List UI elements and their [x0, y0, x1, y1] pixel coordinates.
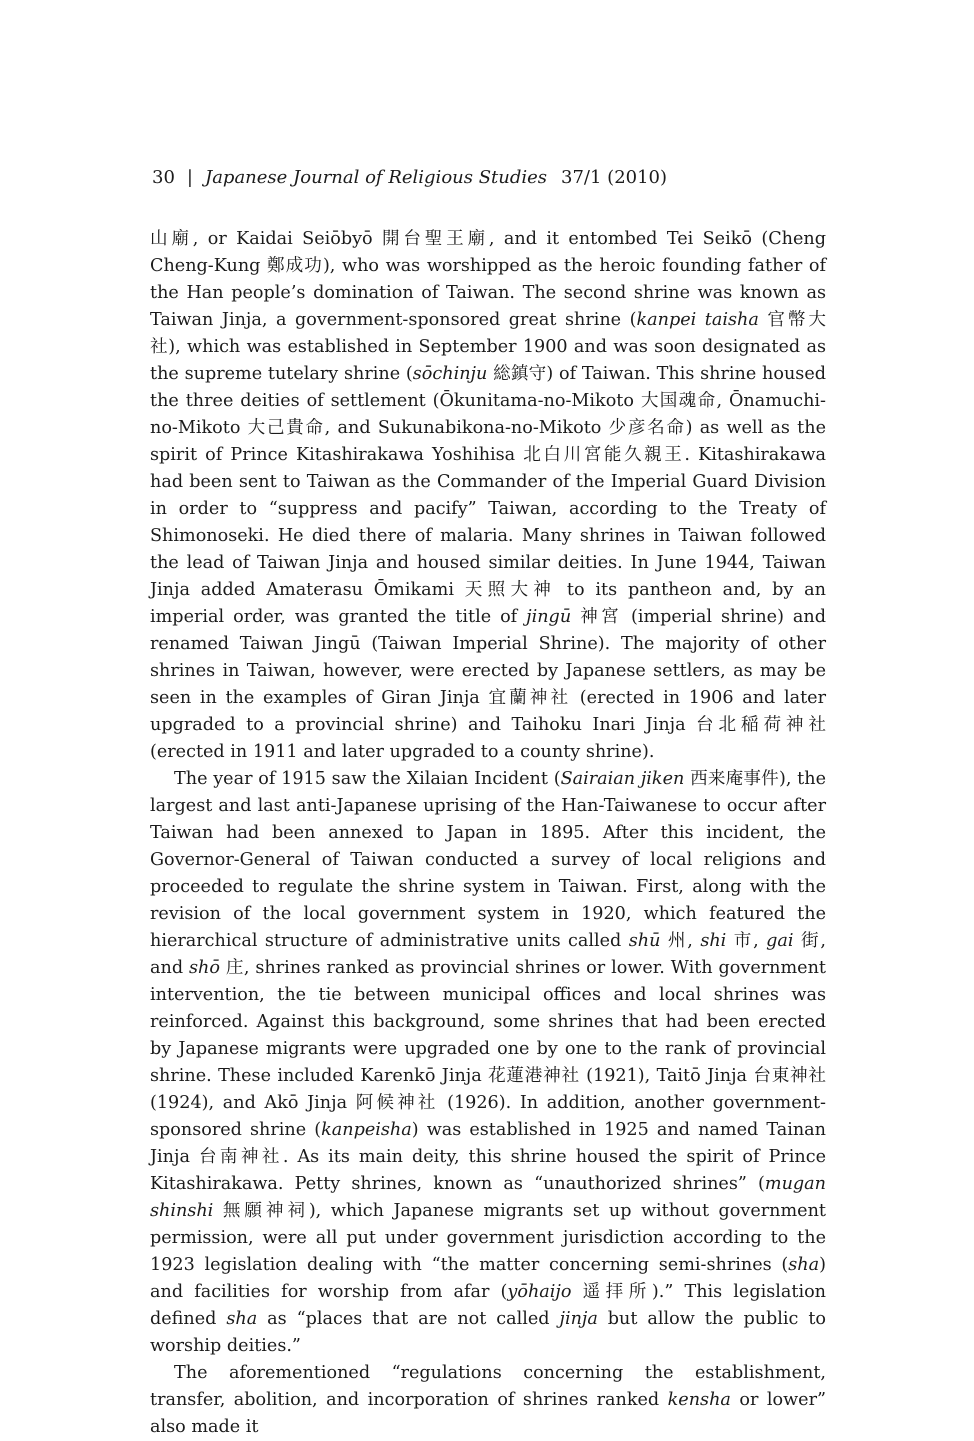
italic-term: shō: [189, 958, 220, 978]
paragraph: [150, 226, 826, 766]
italic-term: kanpeisha: [321, 1120, 412, 1140]
text-run: 神宮 (imperial shrine) and renamed Taiwan Jingū (Taiwan Imperial Shrine). The majority of other shrines in Taiwan, however, were erected by Japanese settlers, as may be seen in the examples of Giran Jinja 宜蘭神社 (erected in 1906 and later upgraded to a provincial shrine) and Taihoku Inari Jinja 台北稲荷神社 (erected in 1911 and later upgraded to a county shrine).: [150, 607, 826, 762]
page-number: 30: [152, 167, 175, 188]
italic-term: gai: [766, 931, 794, 951]
text-run: 州,: [660, 931, 701, 951]
italic-term: jinja: [559, 1309, 598, 1329]
text-run: 遥拝所).” This legislation defined: [150, 1282, 826, 1329]
text-run: 山廟, or Kaidai Seiōbyō 開台聖王廟, and it entombed Tei Seikō (Cheng Cheng-Kung 鄭成功), who was worshipped as the heroic founding father of the Han people’s domination of Taiwan. The second shrine was known as Taiwan Jinja, a government-sponsored great shrine (: [150, 229, 826, 330]
italic-term: kensha: [667, 1390, 731, 1410]
text-run: as “places that are not called: [257, 1309, 560, 1329]
running-head: [152, 166, 832, 190]
text-run: 庄, shrines ranked as provincial shrines or lower. With government intervention, the tie between municipal offices and local shrines was reinforced. Against this background, some shrines that had been erected by Japanese migrants were upgraded one by one to the rank of provincial shrine. These included Karenkō Jinja 花蓮港神社 (1921), Taitō Jinja 台東神社 (1924), and Akō Jinja 阿候神社 (1926). In addition, another government-sponsored shrine (: [150, 958, 826, 1140]
italic-term: sha: [226, 1309, 258, 1329]
italic-term: sha: [788, 1255, 820, 1275]
italic-term: Sairaian jiken: [560, 769, 685, 789]
journal-title: Japanese Journal of Religious Studies: [204, 167, 548, 188]
issue-info: 37/1 (2010): [561, 167, 668, 188]
italic-term: shi: [700, 931, 727, 951]
paragraph: [150, 1360, 826, 1441]
italic-term: mugan shinshi: [150, 1174, 826, 1221]
text-run: The year of 1915 saw the Xilaian Incident (: [174, 769, 561, 789]
text-run: ) and facilities for worship from afar (: [150, 1255, 826, 1302]
italic-term: yōhaijo: [507, 1282, 572, 1302]
text-run: ) was established in 1925 and named Tainan Jinja 台南神社. As its main deity, this shrine housed the spirit of Prince Kitashirakawa. Petty shrines, known as “unauthorized shrines” (: [150, 1120, 826, 1194]
text-run: 市,: [726, 931, 767, 951]
body-text: [150, 226, 826, 1441]
text-run: 街, and: [150, 931, 826, 978]
italic-term: kanpei taisha: [636, 310, 759, 330]
italic-term: shū: [628, 931, 661, 951]
header-separator: |: [186, 167, 193, 188]
italic-term: sōchinju: [412, 364, 488, 384]
text-run: 官幣大社), which was established in September 1900 and was soon designated as the supreme tutelary shrine (: [150, 310, 826, 384]
text-run: 総鎮守) of Taiwan. This shrine housed the three deities of settlement (Ōkunitama-no-Mikoto 大国魂命, Ōnamuchi-no-Mikoto 大己貴命, and Sukunabikona-no-Mikoto 少彦名命) as well as the spirit of Prince Kitashirakawa Yoshihisa 北白川宮能久親王. Kitashirakawa had been sent to Taiwan as the Commander of the Imperial Guard Division in order to “suppress and pacify” Taiwan, according to the Treaty of Shimonoseki. He died there of malaria. Many shrines in Taiwan followed the lead of Taiwan Jinja and housed similar deities. In June 1944, Taiwan Jinja added Amaterasu Ōmikami 天照大神 to its pantheon and, by an imperial order, was granted the title of: [150, 364, 826, 627]
paragraph: [150, 766, 826, 1360]
text-run: 西来庵事件), the largest and last anti-Japanese uprising of the Han-Taiwanese to occur after Taiwan had been annexed to Japan in 1895. After this incident, the Governor-General of Taiwan conducted a survey of local religions and proceeded to regulate the shrine system in Taiwan. First, along with the revision of the local government system in 1920, which featured the hierarchical structure of administrative units called: [150, 769, 826, 951]
italic-term: jingū: [526, 607, 572, 627]
text-run: but allow the public to worship deities.”: [150, 1309, 827, 1356]
text-run: 無願神祠), which Japanese migrants set up without government permission, were all put under government jurisdiction according to the 1923 legislation dealing with “the matter concerning semi-shrines (: [150, 1201, 826, 1275]
text-run: The aforementioned “regulations concerning the establishment, transfer, abolition, and incorporation of shrines ranked: [150, 1363, 826, 1410]
text-run: or lower” also made it: [150, 1390, 826, 1437]
